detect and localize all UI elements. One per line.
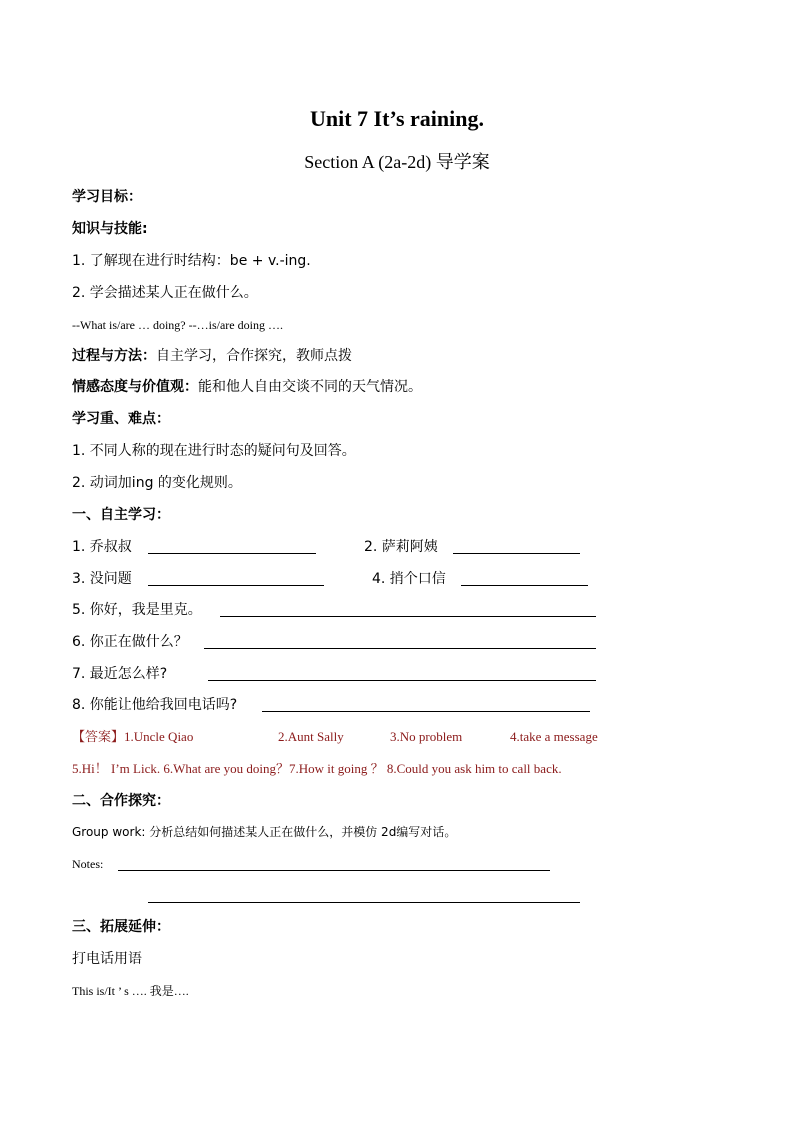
exercise-5: 5. 你好，我是里克。 <box>72 602 202 618</box>
notes-blank-2 <box>148 902 580 903</box>
notes-blank-1 <box>118 870 550 871</box>
answer-blank-2 <box>453 553 580 554</box>
emotion-label: 情感态度与价值观： <box>72 379 198 395</box>
answer-1: 1.Uncle Qiao <box>124 729 194 744</box>
answer-blank-1 <box>148 553 316 554</box>
exercise-2: 2. 萨莉阿姨 <box>364 539 438 555</box>
phone-phrases-title: 打电话用语 <box>72 951 142 967</box>
section-1-heading: 一、自主学习： <box>72 507 170 523</box>
answer-blank-8 <box>262 711 590 712</box>
exercise-7: 7. 最近怎么样? <box>72 666 168 682</box>
page-title: Unit 7 It’s raining. <box>310 106 484 131</box>
answers-line-2: 5.Hi！ I’m Lick. 6.What are you doing？7.How it going ？ 8.Could you ask him to call back. <box>72 761 562 776</box>
answer-3: 3.No problem <box>390 729 463 744</box>
answers-line-1 <box>72 728 598 747</box>
key-point-2: 2. 动词加ing 的变化规则。 <box>72 475 242 491</box>
knowledge-item-2: 2. 学会描述某人正在做什么。 <box>72 285 258 301</box>
answer-2: 2.Aunt Sally <box>278 729 344 744</box>
process-method <box>72 347 352 366</box>
section-3-heading: 三、拓展延伸： <box>72 919 170 935</box>
emotion-values <box>72 378 422 397</box>
exercise-6: 6. 你正在做什么？ <box>72 634 188 650</box>
sentence-pattern: --What is/are … doing? --…is/are doing …. <box>72 318 283 332</box>
page-subtitle: Section A (2a-2d) 导学案 <box>304 152 490 172</box>
objectives-heading: 学习目标： <box>72 189 142 205</box>
answers-label: 【答案】 <box>72 730 125 745</box>
exercise-3: 3. 没问题 <box>72 571 132 587</box>
exercise-8: 8. 你能让他给我回电话吗? <box>72 697 238 713</box>
process-text: 自主学习，合作探究，教师点拨 <box>156 348 352 364</box>
answer-blank-7 <box>208 680 596 681</box>
answer-blank-3 <box>148 585 324 586</box>
phone-phrase: This is/It ’ s …. 我是…. <box>72 984 189 998</box>
answer-blank-6 <box>204 648 596 649</box>
knowledge-heading: 知识与技能: <box>72 221 148 237</box>
exercise-1: 1. 乔叔叔 <box>72 539 132 555</box>
knowledge-item-1: 1. 了解现在进行时结构：be + v.-ing. <box>72 253 311 269</box>
section-2-heading: 二、合作探究： <box>72 793 170 809</box>
group-work: Group work: 分析总结如何描述某人正在做什么，并模仿 2d编写对话。 <box>72 825 457 839</box>
answer-blank-5 <box>220 616 596 617</box>
answer-4: 4.take a message <box>510 729 598 744</box>
process-label: 过程与方法： <box>72 348 156 364</box>
exercise-4: 4. 捎个口信 <box>372 571 446 587</box>
notes-label: Notes: <box>72 857 104 871</box>
answer-blank-4 <box>461 585 588 586</box>
key-point-1: 1. 不同人称的现在进行时态的疑问句及回答。 <box>72 443 356 459</box>
emotion-text: 能和他人自由交谈不同的天气情况。 <box>198 379 422 395</box>
key-points-heading: 学习重、难点： <box>72 411 170 427</box>
